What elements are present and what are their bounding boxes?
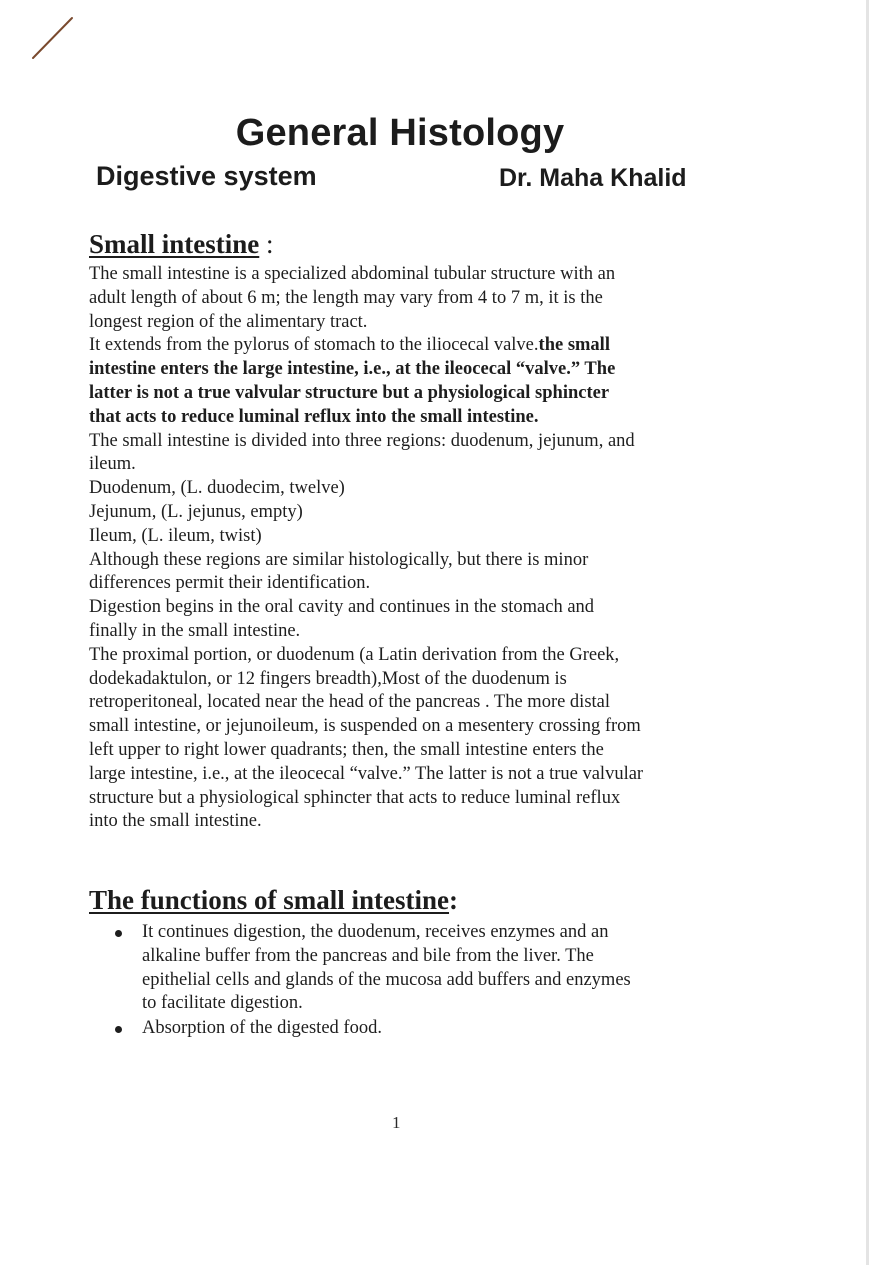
text-run: It extends from the pylorus of stomach to the iliocecal valve.	[89, 335, 539, 356]
text-line: into the small intestine.	[89, 811, 262, 832]
section-body-small-intestine	[89, 263, 729, 834]
text-line: ileum.	[89, 454, 136, 475]
section-heading-suffix: :	[449, 885, 459, 915]
paragraph-similar	[89, 549, 729, 597]
text-line: to facilitate digestion.	[142, 993, 303, 1014]
document-title: General Histology	[235, 112, 565, 154]
text-line: structure but a physiological sphincter that acts to reduce luminal reflux	[89, 787, 621, 808]
text-line: It continues digestion, the duodenum, receives enzymes and an	[142, 922, 609, 942]
bold-text-line: latter is not a true valvular structure but a physiological sphincter	[89, 382, 610, 403]
text-line: dodekadaktulon, or 12 fingers breadth),Most of the duodenum is	[89, 668, 567, 689]
section-heading-text: The functions of small intestine	[89, 885, 450, 915]
bullet-icon	[115, 1026, 122, 1033]
text-line: differences permit their identification.	[89, 573, 371, 594]
text-line: left upper to right lower quadrants; then, the small intestine enters the	[89, 739, 604, 760]
text-line: adult length of about 6 m; the length may vary from 4 to 7 m, it is the	[89, 287, 603, 308]
bullet-icon	[115, 930, 122, 937]
paragraph-extends	[89, 334, 729, 429]
paragraph-proximal	[89, 644, 729, 834]
functions-list	[112, 921, 732, 1042]
text-line: large intestine, i.e., at the ileocecal “valve.” The latter is not a true valvular	[89, 763, 644, 784]
text-line: The small intestine is a specialized abdominal tubular structure with an	[89, 264, 616, 284]
text-line: finally in the small intestine.	[89, 620, 301, 641]
text-line: The proximal portion, or duodenum (a Latin derivation from the Greek,	[89, 644, 620, 665]
page-number: 1	[392, 1113, 401, 1132]
section-heading-functions	[89, 885, 458, 916]
paragraph-intro	[89, 263, 729, 334]
text-line: Absorption of the digested food.	[142, 1018, 382, 1039]
document-subject: Digestive system	[96, 161, 317, 191]
text-line: epithelial cells and glands of the mucosa add buffers and enzymes	[142, 969, 631, 990]
paragraph-region-names	[89, 477, 729, 548]
section-heading-text: Small intestine	[89, 229, 260, 259]
bold-text-line: intestine enters the large intestine, i.e., at the ileocecal “valve.” The	[89, 359, 616, 380]
list-item	[112, 921, 732, 1016]
region-ileum: Ileum, (L. ileum, twist)	[89, 525, 262, 546]
paragraph-regions	[89, 430, 729, 478]
paragraph-digestion	[89, 596, 729, 644]
text-line: alkaline buffer from the pancreas and bile from the liver. The	[142, 945, 594, 966]
region-jejunum: Jejunum, (L. jejunus, empty)	[89, 501, 303, 522]
text-line: small intestine, or jejunoileum, is suspended on a mesentery crossing from	[89, 716, 641, 737]
section-heading-small-intestine	[89, 229, 274, 260]
region-duodenum: Duodenum, (L. duodecim, twelve)	[89, 478, 345, 499]
text-line: Digestion begins in the oral cavity and continues in the stomach and	[89, 597, 595, 618]
bold-text-run: the small	[538, 335, 610, 356]
document-author: Dr. Maha Khalid	[499, 164, 687, 192]
section-heading-suffix: :	[259, 229, 274, 259]
text-line: Although these regions are similar histologically, but there is minor	[89, 549, 589, 570]
text-line	[89, 334, 729, 358]
text-line: retroperitoneal, located near the head of the pancreas . The more distal	[89, 692, 611, 713]
text-line: longest region of the alimentary tract.	[89, 311, 368, 332]
bold-text-line: that acts to reduce luminal reflux into the small intestine.	[89, 406, 539, 427]
list-item	[112, 1017, 732, 1041]
text-line: The small intestine is divided into three regions: duodenum, jejunum, and	[89, 430, 635, 451]
pen-mark-icon	[28, 14, 78, 64]
